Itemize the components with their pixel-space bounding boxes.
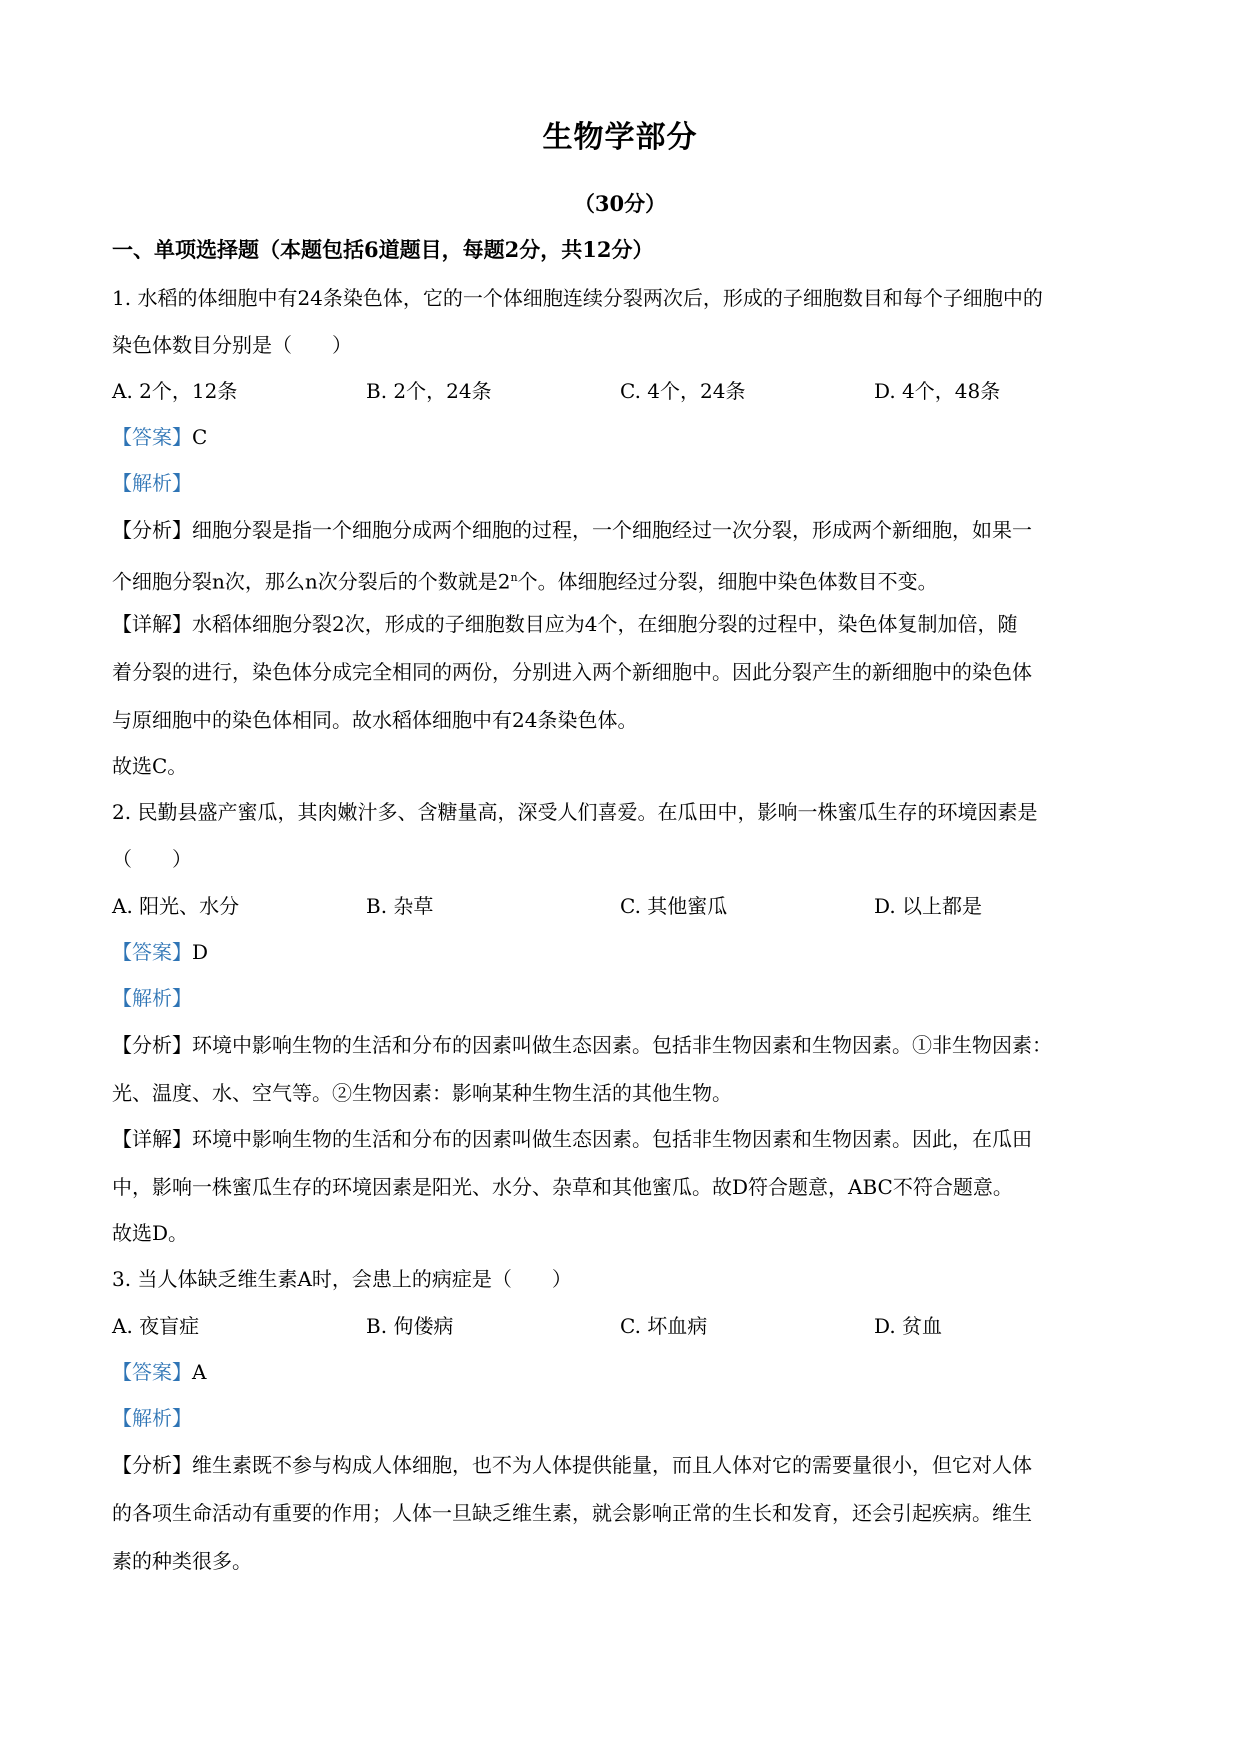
q1-analysis-line-1: 【分析】细胞分裂是指一个细胞分成两个细胞的过程，一个细胞经过一次分裂，形成两个新细胞，如果一 [112,518,1032,542]
q3-option-c: C. 坏血病 [620,1314,708,1338]
q3-stem-line-1: 3. 当人体缺乏维生素A时，会患上的病症是（ ） [112,1267,572,1291]
q1-answer [112,422,1142,452]
page-title: 生物学部分 [542,120,698,155]
q2-analysis-line-1: 【分析】环境中影响生物的生活和分布的因素叫做生态因素。包括非生物因素和生物因素。①非生物因素： [112,1033,1052,1057]
q2-conclusion: 故选D。 [112,1221,189,1245]
q1-option-a: A. 2个，12条 [112,379,238,403]
q1-analysis-line-2 [112,563,1142,597]
section-heading: 一、单项选择题（本题包括6道题目，每题2分，共12分） [112,237,654,262]
page-subtitle: （30分） [573,191,667,216]
q2-explain-tag [112,983,1142,1013]
answer-tag: 【答案】 [112,1360,192,1384]
q1-conclusion: 故选C。 [112,754,188,778]
answer-tag: 【答案】 [112,940,192,964]
q1-analysis-exponent: n [510,571,518,584]
q1-stem-line-1: 1. 水稻的体细胞中有24条染色体，它的一个体细胞连续分裂两次后，形成的子细胞数目和每个子细胞中的 [112,286,1043,310]
q1-option-d: D. 4个，48条 [874,379,1001,403]
q3-option-a: A. 夜盲症 [112,1314,200,1338]
q3-analysis-line-2: 的各项生命活动有重要的作用；人体一旦缺乏维生素，就会影响正常的生长和发育，还会引起疾病。维生 [112,1501,1032,1525]
q1-detail-line-3: 与原细胞中的染色体相同。故水稻体细胞中有24条染色体。 [112,708,638,732]
q1-answer-value: C [192,425,208,449]
q1-detail-line-1: 【详解】水稻体细胞分裂2次，形成的子细胞数目应为4个，在细胞分裂的过程中，染色体复制加倍，随 [112,612,1018,636]
q1-analysis-text-b: 个。体细胞经过分裂，细胞中染色体数目不变。 [517,569,938,594]
q3-option-b: B. 佝偻病 [366,1314,454,1338]
q2-option-a: A. 阳光、水分 [112,894,240,918]
q2-detail-line-1: 【详解】环境中影响生物的生活和分布的因素叫做生态因素。包括非生物因素和生物因素。因此，在瓜田 [112,1127,1032,1151]
q3-answer-value: A [192,1360,207,1384]
q2-stem-line-1: 2. 民勤县盛产蜜瓜，其肉嫩汁多、含糖量高，深受人们喜爱。在瓜田中，影响一株蜜瓜生存的环境因素是 [112,800,1038,824]
q1-stem-line-2: 染色体数目分别是（ ） [112,333,352,357]
q3-analysis-line-3: 素的种类很多。 [112,1549,252,1573]
answer-tag: 【答案】 [112,425,192,449]
explain-tag: 【解析】 [112,1406,192,1430]
q3-explain-tag [112,1403,1142,1433]
q3-analysis-line-1: 【分析】维生素既不参与构成人体细胞，也不为人体提供能量，而且人体对它的需要量很小，但它对人体 [112,1453,1032,1477]
q1-analysis-text-a: 个细胞分裂n次，那么n次分裂后的个数就是2 [112,569,511,594]
q2-stem-line-2: （ ） [112,847,192,871]
q2-detail-line-2: 中，影响一株蜜瓜生存的环境因素是阳光、水分、杂草和其他蜜瓜。故D符合题意，ABC不符合题意。 [112,1175,1013,1199]
q2-answer [112,937,1142,967]
q1-option-c: C. 4个，24条 [620,379,746,403]
explain-tag: 【解析】 [112,986,192,1010]
q3-answer [112,1357,1142,1387]
q1-detail-line-2: 着分裂的进行，染色体分成完全相同的两份，分别进入两个新细胞中。因此分裂产生的新细胞中的染色体 [112,660,1032,684]
q3-option-d: D. 贫血 [874,1314,943,1338]
q2-analysis-line-2: 光、温度、水、空气等。②生物因素：影响某种生物生活的其他生物。 [112,1081,732,1105]
q2-option-c: C. 其他蜜瓜 [620,894,728,918]
q1-explain-tag [112,468,1142,498]
q2-option-b: B. 杂草 [366,894,434,918]
explain-tag: 【解析】 [112,471,192,495]
q2-answer-value: D [192,940,209,964]
q1-option-b: B. 2个，24条 [366,379,492,403]
q2-option-d: D. 以上都是 [874,894,983,918]
